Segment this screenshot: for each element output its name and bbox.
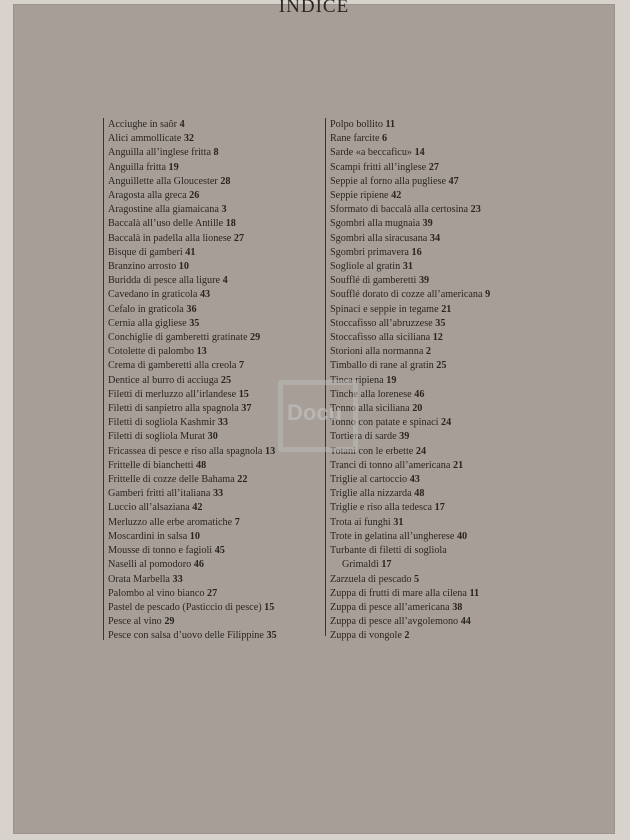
index-entry: [108, 416, 277, 430]
index-entry: [108, 246, 277, 260]
index-entry: [330, 260, 490, 274]
recipe-name: Filetti di sanpietro alla spagnola: [108, 403, 239, 415]
recipe-name: Fricassea di pesce e riso alla spagnola: [108, 445, 263, 457]
index-entry: [330, 317, 490, 331]
recipe-name: Aragosta alla greca: [108, 190, 187, 202]
index-entry: [108, 118, 277, 132]
recipe-name: Buridda di pesce alla ligure: [108, 275, 221, 287]
recipe-name: Frittelle di cozze delle Bahama: [108, 474, 235, 486]
page-number: 21: [452, 459, 464, 471]
recipe-name: Anguillette alla Gloucester: [108, 175, 218, 187]
index-entry: [108, 629, 277, 643]
recipe-name: Scampi fritti all’inglese: [330, 161, 427, 173]
page-number: 23: [470, 204, 481, 216]
recipe-name: Sogliole al gratin: [330, 261, 401, 273]
page-number: 25: [220, 374, 232, 386]
page-number: 40: [456, 530, 468, 542]
recipe-name: Zarzuela di pescado: [330, 573, 412, 585]
index-left-column: [103, 118, 277, 640]
index-entry: [330, 587, 490, 601]
page-number: 43: [199, 289, 211, 301]
index-entry: [330, 331, 490, 345]
index-entry: [108, 459, 277, 473]
page-number: 47: [448, 175, 459, 187]
page-number: 25: [436, 360, 447, 372]
index-entry: [108, 345, 277, 359]
recipe-name: Frittelle di bianchetti: [108, 459, 194, 471]
recipe-name: Timballo di rane al gratin: [330, 360, 434, 372]
page-number: 2: [404, 630, 410, 642]
page-number: 46: [193, 559, 204, 571]
index-entry: [330, 359, 490, 373]
recipe-name: Conchiglie di gamberetti gratinate: [108, 332, 248, 344]
page-number: 39: [422, 218, 433, 230]
index-entry: [108, 175, 277, 189]
page-number: 5: [414, 573, 420, 585]
page-number: 12: [432, 332, 443, 344]
recipe-name: Baccalà in padella alla lionese: [108, 232, 232, 244]
recipe-name: Cotolette di palombo: [108, 346, 195, 358]
recipe-name: Crema di gamberetti alla creola: [108, 360, 237, 372]
index-entry: [330, 175, 490, 189]
recipe-name: Rane farcite: [330, 133, 380, 145]
recipe-name: Gamberi fritti all’italiana: [108, 488, 211, 500]
page-number: 31: [393, 516, 404, 528]
page-number: 42: [192, 502, 203, 514]
page-number: 29: [164, 616, 175, 628]
page-number: 35: [266, 630, 277, 642]
recipe-name: Filetti di merluzzo all’irlandese: [108, 388, 237, 400]
recipe-name: Triglie alla nizzarda: [330, 488, 412, 500]
recipe-name: Cernia alla gigliese: [108, 317, 187, 329]
page-number: 6: [382, 133, 388, 145]
index-entry: [330, 161, 490, 175]
recipe-name: Polpo bollito: [330, 119, 383, 130]
index-entry: [330, 487, 490, 501]
index-entry: [330, 573, 490, 587]
recipe-name: Anguilla fritta: [108, 161, 166, 173]
page-number: 38: [452, 601, 463, 613]
index-entry: [108, 274, 277, 288]
index-entry: [330, 615, 490, 629]
index-entry: [108, 217, 277, 231]
watermark-text: Docu: [287, 400, 342, 425]
index-entry: [330, 118, 490, 132]
index-entry: [330, 473, 490, 487]
page-number: 44: [460, 616, 471, 628]
recipe-name: Cavedano in graticola: [108, 289, 198, 301]
index-entry: [108, 501, 277, 515]
page-number: 45: [214, 545, 225, 557]
page-number: 4: [222, 275, 228, 287]
recipe-name: Tranci di tonno all’americana: [330, 459, 451, 471]
recipe-name: Soufflé di gamberetti: [330, 275, 417, 287]
page-number: 46: [414, 388, 425, 400]
index-entry: [108, 402, 277, 416]
recipe-name: Spinaci e seppie in tegame: [330, 303, 439, 315]
index-entry: [330, 189, 490, 203]
recipe-name: Tonno alla siciliana: [330, 403, 410, 415]
page-number: 20: [412, 403, 423, 415]
recipe-name: Branzino arrosto: [108, 261, 177, 273]
recipe-name: Triglie e riso alla tedesca: [330, 502, 433, 514]
index-entry: [330, 459, 490, 473]
recipe-name: Totani con le erbette: [330, 445, 414, 457]
page-number: 28: [220, 175, 231, 187]
index-entry: [108, 516, 277, 530]
index-entry: [108, 473, 277, 487]
recipe-name: Alici ammollicate: [108, 133, 182, 145]
page-number: 42: [391, 190, 402, 202]
index-entry: [108, 161, 277, 175]
recipe-name: Dentice al burro di acciuga: [108, 374, 219, 386]
index-entry: [108, 487, 277, 501]
page-number: 27: [428, 161, 439, 173]
page-number: 10: [178, 261, 189, 273]
index-entry: [108, 587, 277, 601]
page-number: 22: [237, 474, 248, 486]
index-entry: [330, 558, 490, 572]
page-number: 3: [221, 204, 227, 216]
index-entry: [330, 132, 490, 146]
page-number: 30: [207, 431, 218, 443]
index-entry: [330, 345, 490, 359]
index-entry: [108, 303, 277, 317]
recipe-name: Trote in gelatina all’ungherese: [330, 530, 455, 542]
index-entry: [108, 260, 277, 274]
index-entry: [330, 203, 490, 217]
page-number: 8: [213, 147, 219, 159]
index-entry: [108, 146, 277, 160]
recipe-name: Pastel de pescado (Pasticcio di pesce): [108, 601, 262, 613]
recipe-name: Palombo al vino bianco: [108, 587, 205, 599]
recipe-name: Acciughe in saôr: [108, 119, 178, 130]
recipe-name: Stoccafisso alla siciliana: [330, 332, 431, 344]
recipe-name: Soufflé dorato di cozze all’americana: [330, 289, 483, 301]
recipe-name: Sgombri alla mugnaia: [330, 218, 420, 230]
index-entry: [108, 317, 277, 331]
recipe-name: Naselli al pomodoro: [108, 559, 192, 571]
index-entry: [108, 544, 277, 558]
page-number: 35: [435, 317, 446, 329]
page-number: 19: [168, 161, 179, 173]
index-entry: [330, 501, 490, 515]
page-number: 39: [399, 431, 410, 443]
index-entry: [330, 544, 490, 558]
page-number: 2: [425, 346, 432, 358]
page-number: 11: [385, 119, 396, 130]
page-number: 24: [415, 445, 427, 457]
recipe-name: Turbante di filetti di sogliola: [330, 545, 447, 557]
index-entry: [108, 203, 277, 217]
recipe-name: Storioni alla normanna: [330, 346, 424, 358]
page-number: 39: [418, 275, 430, 287]
index-entry: [108, 232, 277, 246]
page-number: 27: [233, 232, 245, 244]
page-number: 29: [250, 332, 261, 344]
page-number: 35: [189, 317, 200, 329]
page-number: 37: [241, 403, 252, 415]
recipe-name: Pesce con salsa d’uovo delle Filippine: [108, 630, 264, 642]
index-entry: [330, 516, 490, 530]
recipe-name: Seppie al forno alla pugliese: [330, 175, 446, 187]
page-number: 21: [441, 303, 452, 315]
recipe-name: Zuppa di pesce all’avgolemono: [330, 616, 459, 628]
recipe-name: Pesce al vino: [108, 616, 162, 628]
recipe-name: Anguilla all’inglese fritta: [108, 147, 211, 159]
page-number: 13: [196, 346, 207, 358]
index-title: INDICE: [278, 0, 350, 17]
recipe-name: Aragostine alla giamaicana: [108, 204, 219, 216]
recipe-name: Orata Marbella: [108, 573, 170, 585]
recipe-name: Grimaldi: [342, 559, 379, 571]
recipe-name: Sgombri primavera: [330, 246, 409, 258]
recipe-name: Trota ai funghi: [330, 516, 391, 528]
index-entry: [330, 629, 490, 643]
page-number: 34: [429, 232, 441, 244]
page-number: 32: [183, 133, 195, 145]
index-entry: [108, 530, 277, 544]
recipe-name: Moscardini in salsa: [108, 530, 188, 542]
page-number: 48: [196, 459, 207, 471]
page-number: 9: [485, 289, 491, 301]
page-number: 13: [265, 445, 276, 457]
recipe-name: Bisque di gamberi: [108, 246, 183, 258]
index-entry: [108, 374, 277, 388]
index-entry: [330, 146, 490, 160]
recipe-name: Sformato di baccalà alla certosina: [330, 204, 469, 216]
page-number: 7: [238, 360, 245, 372]
recipe-name: Zuppa di frutti di mare alla cilena: [330, 587, 467, 599]
index-entry: [108, 189, 277, 203]
recipe-name: Tinca ripiena: [330, 374, 384, 386]
recipe-name: Filetti di sogliola Murat: [108, 431, 206, 443]
recipe-name: Filetti di sogliola Kashmir: [108, 417, 216, 429]
page-number: 48: [414, 488, 425, 500]
recipe-name: Sgombri alla siracusana: [330, 232, 428, 244]
index-entry: [108, 445, 277, 459]
index-entry: [108, 331, 277, 345]
index-entry: [330, 530, 490, 544]
index-entry: [108, 615, 277, 629]
index-entry: [330, 274, 490, 288]
page-number: 11: [469, 587, 480, 599]
recipe-name: Mousse di tonno e fagioli: [108, 545, 213, 557]
recipe-name: Seppie ripiene: [330, 190, 389, 202]
index-entry: [330, 217, 490, 231]
recipe-name: Sarde «a beccaficu»: [330, 147, 413, 159]
page-number: 4: [179, 119, 185, 130]
index-entry: [108, 288, 277, 302]
page-number: 7: [234, 516, 240, 528]
recipe-name: Stoccafisso all’abruzzese: [330, 317, 433, 329]
index-entry: [330, 288, 490, 302]
page-number: 15: [238, 388, 249, 400]
index-entry: [330, 232, 490, 246]
page-number: 15: [264, 601, 275, 613]
page-number: 14: [414, 147, 425, 159]
page-number: 17: [434, 502, 445, 514]
recipe-name: Triglie al cartoccio: [330, 474, 408, 486]
index-entry: [108, 388, 277, 402]
index-entry: [330, 246, 490, 260]
page-number: 19: [386, 374, 397, 386]
index-entry: [330, 303, 490, 317]
page-number: 24: [441, 417, 452, 429]
recipe-name: Zuppa di pesce all’americana: [330, 601, 450, 613]
page-number: 33: [217, 417, 228, 429]
index-entry: [108, 601, 277, 615]
recipe-name: Merluzzo alle erbe aromatiche: [108, 516, 233, 528]
recipe-name: Luccio all’alsaziana: [108, 502, 190, 514]
page-number: 18: [225, 218, 236, 230]
index-entry: [108, 132, 277, 146]
index-entry: [108, 573, 277, 587]
index-entry: [330, 601, 490, 615]
recipe-name: Zuppa di vongole: [330, 630, 402, 642]
index-entry: [108, 558, 277, 572]
recipe-name: Tortiera di sarde: [330, 431, 397, 443]
page-number: 33: [212, 488, 224, 500]
index-right-column: [325, 118, 491, 642]
recipe-name: Tinche alla lorenese: [330, 388, 412, 400]
page-number: 41: [185, 246, 196, 258]
index-entry: [108, 430, 277, 444]
page-number: 33: [172, 573, 183, 585]
page-number: 27: [207, 587, 218, 599]
page-number: 26: [189, 190, 200, 202]
recipe-name: Baccalà all’uso delle Antille: [108, 218, 224, 230]
page-number: 36: [186, 303, 197, 315]
page-number: 16: [411, 246, 422, 258]
recipe-name: Tonno con patate e spinaci: [330, 417, 439, 429]
recipe-name: Cefalo in graticola: [108, 303, 184, 315]
page-number: 17: [381, 559, 392, 571]
page-number: 43: [409, 474, 420, 486]
page-number: 31: [402, 261, 413, 273]
index-entry: [108, 359, 277, 373]
page-number: 10: [189, 530, 200, 542]
